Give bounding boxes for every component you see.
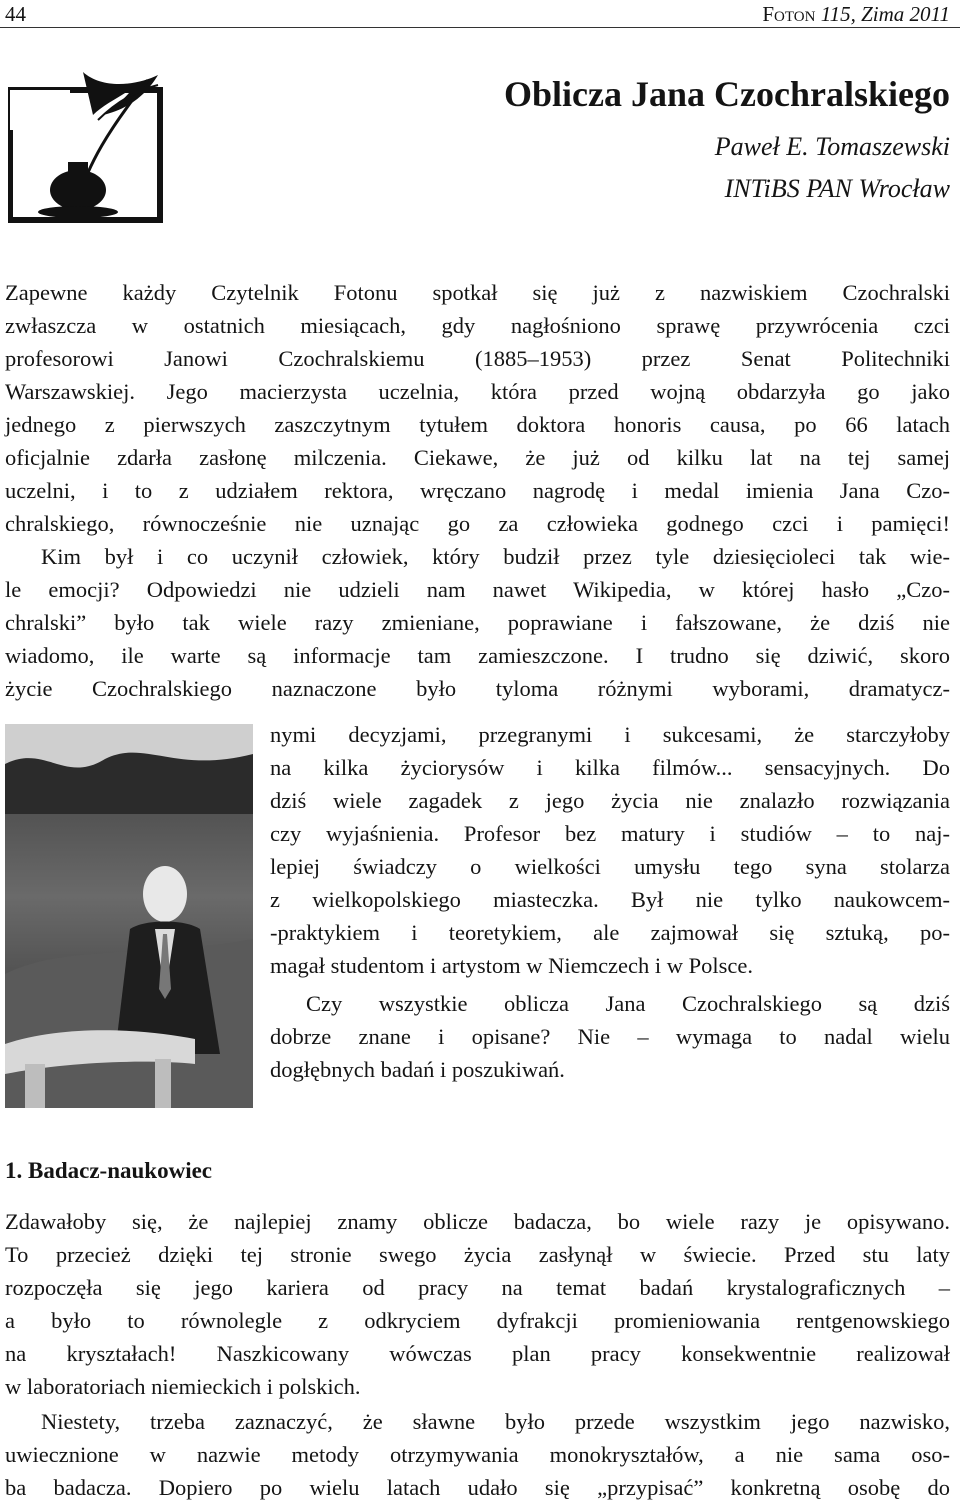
article-affiliation: INTiBS PAN Wrocław xyxy=(724,174,950,203)
text-line: Kim był i co uczynił człowiek, który budził przez tyle dziesięcioleci tak wie- xyxy=(41,544,950,569)
text-line: uwiecznione w nazwie metody otrzymywania monokryształów, a nie sama oso- xyxy=(5,1442,950,1467)
text-line: wiadomo, ile warte są informacje tam zamieszczone. I trudno się dziwić, skoro xyxy=(5,643,950,668)
text-line: w laboratoriach niemieckich i polskich. xyxy=(5,1374,361,1399)
text-line: na kilka życiorysów i kilka filmów... sensacyjnych. Do xyxy=(270,755,950,780)
article-title: Oblicza Jana Czochralskiego xyxy=(504,74,950,114)
article-author: Paweł E. Tomaszewski xyxy=(714,132,950,161)
page-number: 44 xyxy=(5,2,26,26)
header-rule xyxy=(0,27,960,28)
text-line: Niestety, trzeba zaznaczyć, że sławne było przede wszystkim jego nazwisko, xyxy=(41,1409,950,1434)
text-line: To przecież dzięki tej stronie swego życia zasłynął w świecie. Przed stu laty xyxy=(5,1242,950,1267)
text-line: zwłaszcza w ostatnich miesiącach, gdy nagłośniono sprawę przywrócenia czci xyxy=(5,313,950,338)
text-line: życie Czochralskiego naznaczone było tyloma różnymi wyborami, dramatycz- xyxy=(5,676,950,701)
text-line: chralskiego, równocześnie nie uznając go za człowieka godnego czci i pamięci! xyxy=(5,511,950,536)
text-line: lepiej świadczy o wielkości umysłu tego syna stolarza xyxy=(270,854,950,879)
text-line: dobrze znane i opisane? Nie – wymaga to nadal wielu xyxy=(270,1024,950,1049)
text-line: oficjalnie zdarła zasłonę milczenia. Ciekawe, że już od kilku lat na tej samej xyxy=(5,445,950,470)
text-line: nymi decyzjami, przegranymi i sukcesami, że starczyłoby xyxy=(270,722,950,747)
text-line: czy wyjaśnienia. Profesor bez matury i studiów – to naj- xyxy=(270,821,950,846)
text-line: uczelni, i to z udziałem rektora, wręczano nagrodę i medal imienia Jana Czo- xyxy=(5,478,950,503)
text-line: magał studentom i artystom w Niemczech i w Polsce. xyxy=(270,953,754,978)
text-line: dogłębnych badań i poszukiwań. xyxy=(270,1057,565,1082)
journal-name: Foton xyxy=(762,2,816,26)
text-line: le emocji? Odpowiedzi nie udzieli nam nawet Wikipedia, w której hasło „Czo- xyxy=(5,577,950,602)
text-line: Zdawałoby się, że najlepiej znamy oblicze badacza, bo wiele razy je opisywano. xyxy=(5,1209,950,1234)
running-header xyxy=(0,0,960,30)
issue-label: 115, Zima 2011 xyxy=(820,2,950,26)
text-line: na kryształach! Naszkicowany wówczas plan pracy konsekwentnie realizował xyxy=(5,1341,950,1366)
text-line: Warszawskiej. Jego macierzysta uczelnia, która przed wojną obdarzyła go jako xyxy=(5,379,950,404)
portrait-photo xyxy=(5,724,253,1108)
running-head xyxy=(762,2,950,27)
text-line: chralski” było tak wiele razy zmieniane, poprawiane i fałszowane, że dziś nie xyxy=(5,610,950,635)
text-line: profesorowi Janowi Czochralskiemu (1885–1953) przez Senat Politechniki xyxy=(5,346,950,371)
text-line: jednego z pierwszych zaszczytnym tytułem doktora honoris causa, po 66 latach xyxy=(5,412,950,437)
text-line: dziś wiele zagadek z jego życia nie znalazło rozwiązania xyxy=(270,788,950,813)
section-heading: 1. Badacz-naukowiec xyxy=(5,1158,212,1183)
text-line: a było to równolegle z odkryciem dyfrakcji promieniowania rentgenowskiego xyxy=(5,1308,950,1333)
text-line: rozpoczęła się jego kariera od pracy na temat badań krystalograficznych – xyxy=(5,1275,950,1300)
text-line: Zapewne każdy Czytelnik Fotonu spotkał się już z nazwiskiem Czochralski xyxy=(5,280,950,305)
text-line: -praktykiem i teoretykiem, ale zajmował się sztuką, po- xyxy=(270,920,950,945)
text-line: ba badacza. Dopiero po wielu latach udało się „przypisać” konkretną osobę do xyxy=(5,1475,950,1500)
inkwell-quill-icon xyxy=(8,70,168,225)
text-line: Czy wszystkie oblicza Jana Czochralskiego są dziś xyxy=(306,991,950,1016)
text-line: z wielkopolskiego miasteczka. Był nie tylko naukowcem- xyxy=(270,887,950,912)
